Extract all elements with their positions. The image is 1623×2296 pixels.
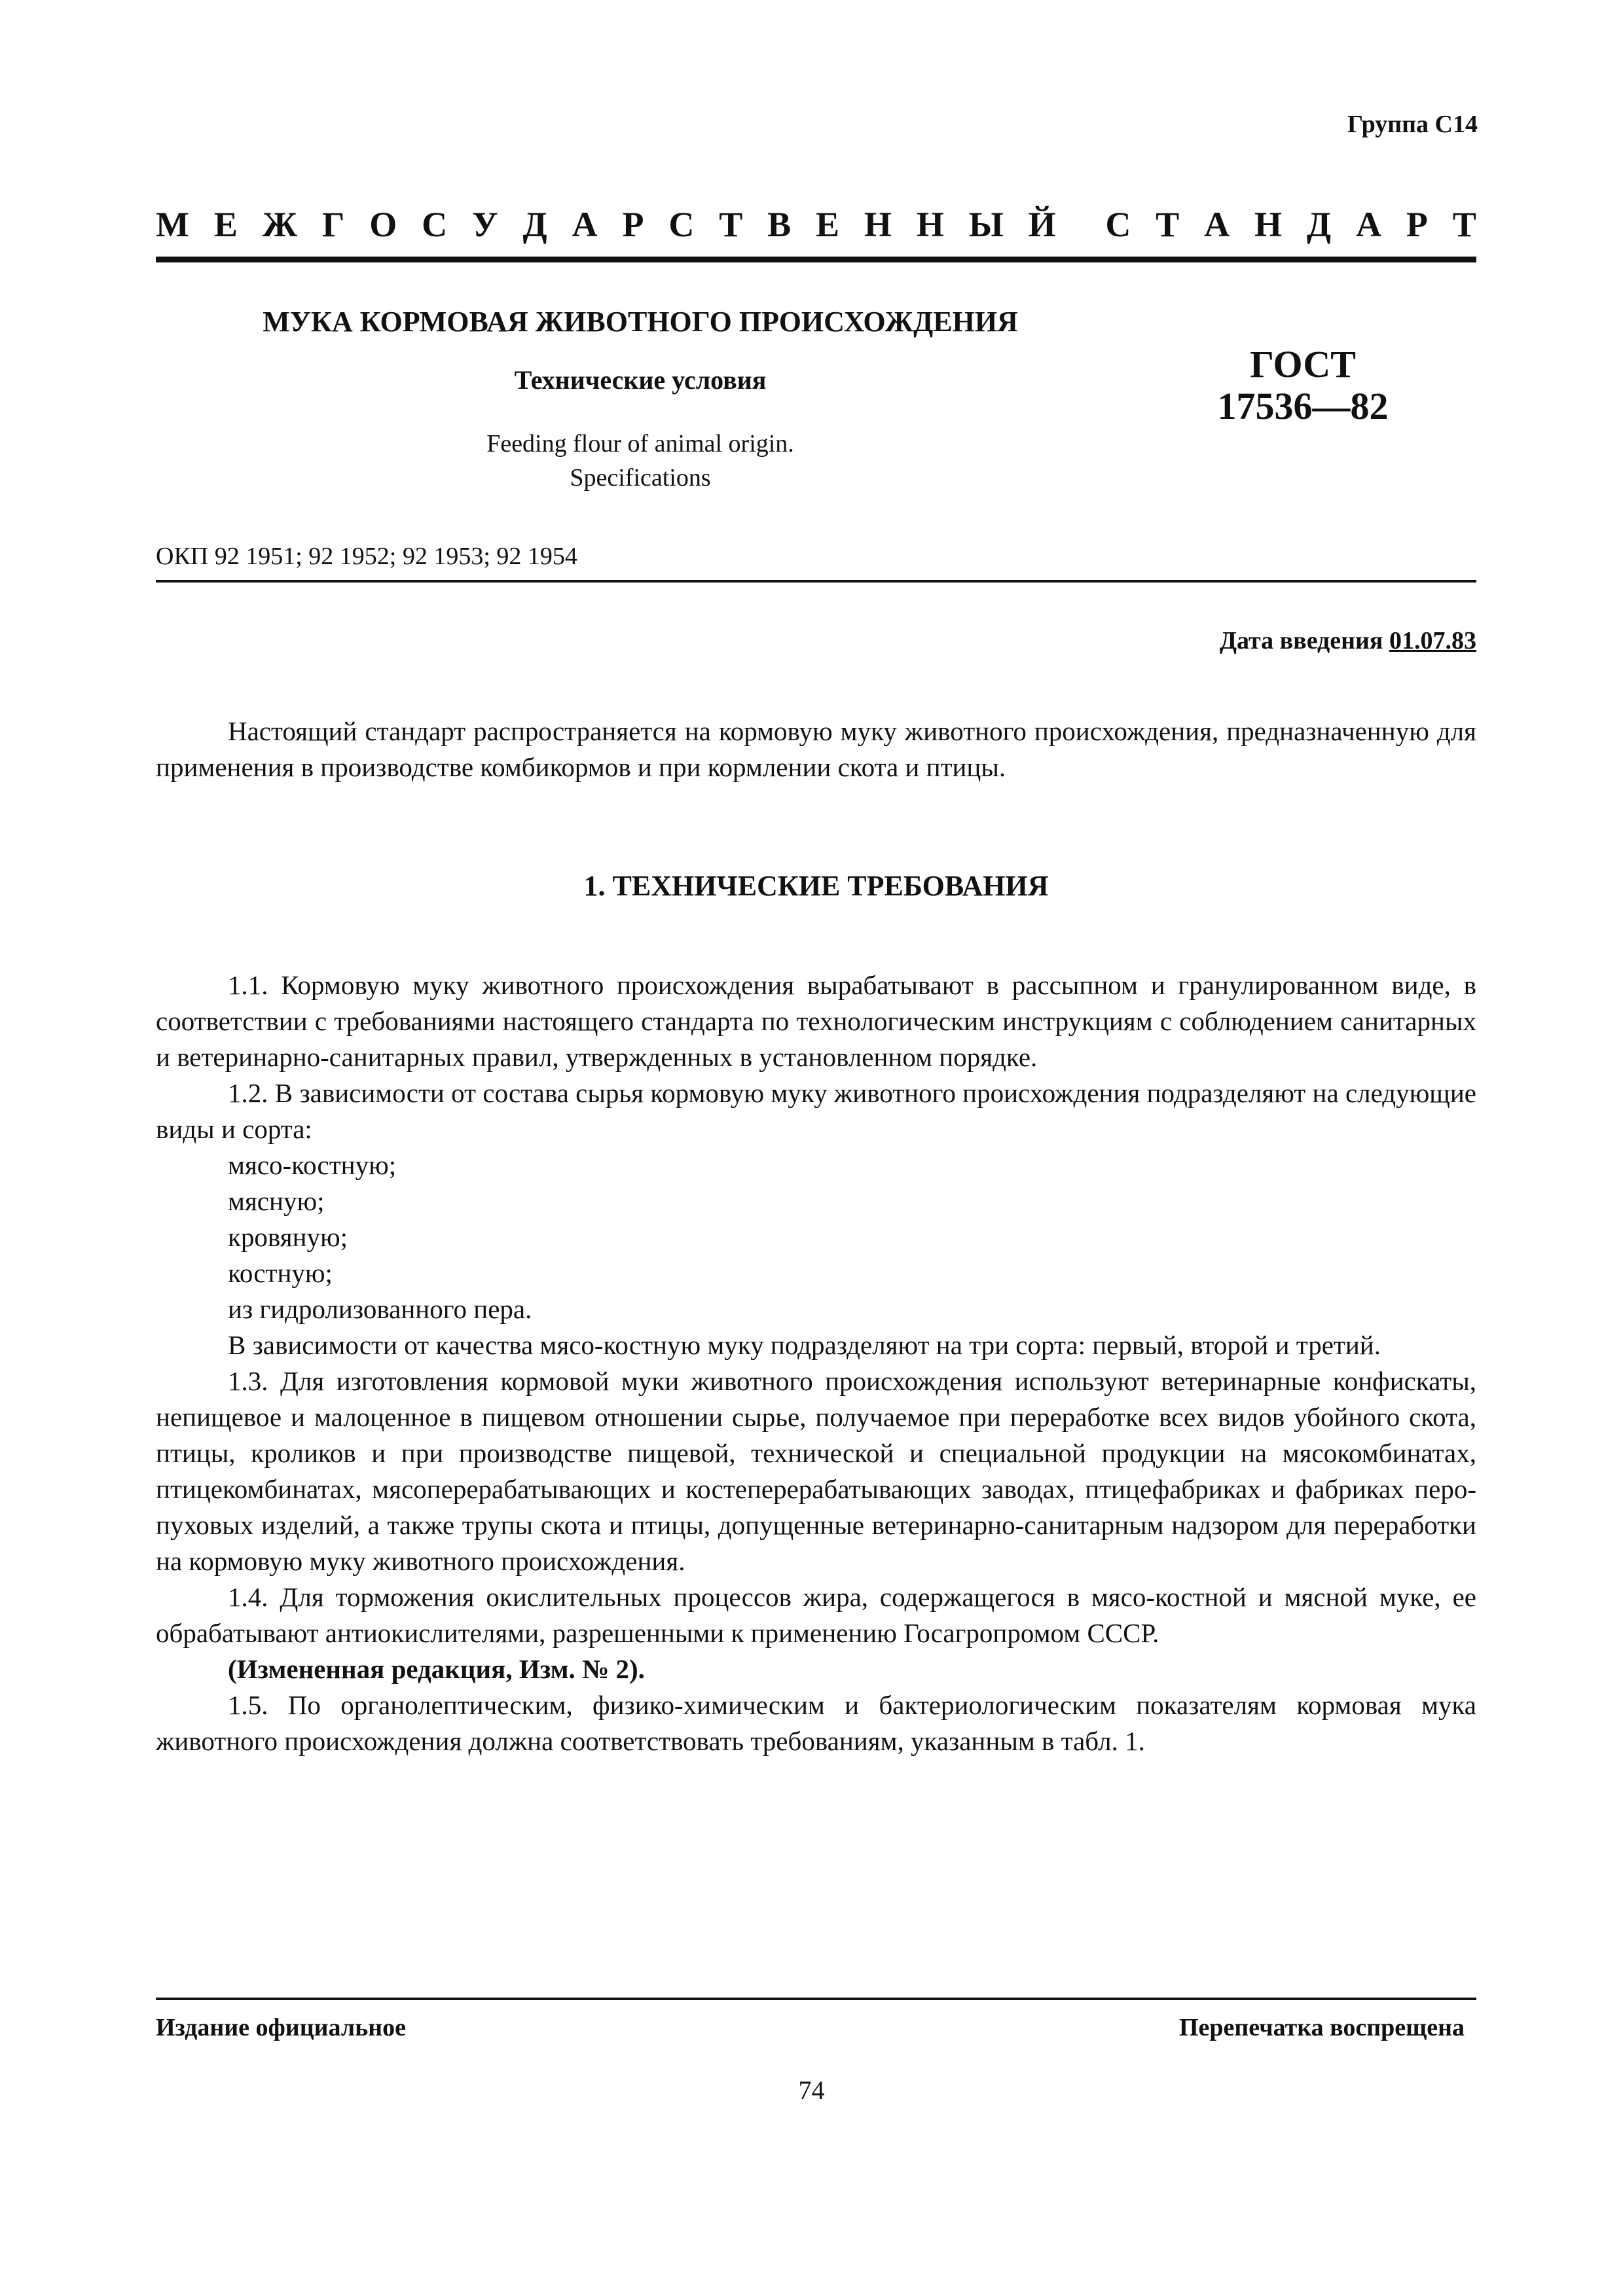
page-number: 74 <box>798 2075 825 2105</box>
paragraph-1-4: 1.4. Для торможения окислительных процессов жира, содержащегося в мясо-костной и мясной муке, ее обрабатывают антиокислителями, разрешенными к применению Госагропромом СССР. <box>156 1582 1476 1648</box>
english-title-line: Specifications <box>570 464 711 492</box>
paragraph-1-1: 1.1. Кормовую муку животного происхождения вырабатывают в рассыпном и гранулированном виде, в соответствии с требованиями настоящего стандарта по технологическим инструкциям с соблюдением санитарных и ветеринарно-санитарных правил, утвержденных в установленном порядке. <box>156 970 1476 1072</box>
heading-letter: М <box>156 205 189 244</box>
heading-letter: Н <box>1254 205 1283 244</box>
heading-letter: У <box>472 205 498 244</box>
gost-designation <box>1152 344 1453 427</box>
document-title: МУКА КОРМОВАЯ ЖИВОТНОГО ПРОИСХОЖДЕНИЯ <box>263 306 1018 338</box>
heading-letter: Д <box>1306 205 1332 244</box>
footer-official-edition: Издание официальное <box>156 2014 407 2041</box>
heading-letter: Т <box>719 205 743 244</box>
section-title: 1. ТЕХНИЧЕСКИЕ ТРЕБОВАНИЯ <box>583 870 1049 902</box>
heading-letter: Й <box>1028 205 1056 244</box>
section-body <box>156 967 1476 1759</box>
heading-letter: В <box>767 205 792 244</box>
paragraph-1-3: 1.3. Для изготовления кормовой муки животного происхождения используют ветеринарные конфискаты, непищевое и малоценное в пищевом отношении сырье, получаемое при переработке всех видов убойного скота, птицы, кроликов и при производстве пищевой, технической и специальной продукции на мясокомбинатах, птицекомбинатах, мясоперерабатывающих и костеперерабатывающих заводах, птицефабриках и фабриках перо-пуховых изделий, а также трупы скота и птицы, допущенные ветеринарно-санитарным надзором для переработки на кормовую муку животного происхождения. <box>156 1366 1476 1576</box>
heading-letter: Р <box>1406 205 1428 244</box>
list-item: мясо-костную; <box>228 1150 397 1180</box>
heading-letter: С <box>422 205 448 244</box>
list-item: костную; <box>228 1258 333 1288</box>
introduction-date <box>1220 626 1476 655</box>
interstate-standard-heading <box>156 204 1476 245</box>
heading-letter: Ж <box>262 205 298 244</box>
heading-letter: С <box>668 205 695 244</box>
heading-letter: Р <box>622 205 644 244</box>
heading-letter: Ы <box>968 205 1004 244</box>
paragraph-1-2-grades: В зависимости от качества мясо-костную муку подразделяют на три сорта: первый, второй и третий. <box>228 1330 1381 1360</box>
heading-letter: Н <box>916 205 944 244</box>
footer-reprint-prohibited: Перепечатка воспрещена <box>1178 2014 1465 2041</box>
heading-letter: А <box>572 205 598 244</box>
heading-letter: С <box>1105 205 1131 244</box>
english-title-line: Feeding flour of animal origin. <box>486 430 794 457</box>
heading-letter: Д <box>522 205 547 244</box>
heading-letter: Т <box>1452 205 1476 244</box>
heading-letter: Н <box>864 205 892 244</box>
list-item: мясную; <box>228 1186 325 1216</box>
list-item: кровяную; <box>228 1222 348 1252</box>
heading-letter: Е <box>213 205 238 244</box>
document-subtitle: Технические условия <box>514 365 767 395</box>
heading-letter: А <box>1355 205 1381 244</box>
amendment-note: (Измененная редакция, Изм. № 2). <box>228 1654 645 1684</box>
header-rule <box>156 257 1476 262</box>
introduction-date-label: Дата введения <box>1219 627 1389 655</box>
introduction-date-value: 01.07.83 <box>1389 627 1476 655</box>
paragraph-1-5: 1.5. По органолептическим, физико-химическим и бактериологическим показателям кормовая мука животного происхождения должна соответствовать требованиям, указанным в табл. 1. <box>156 1690 1476 1756</box>
gost-number: 17536—82 <box>1217 385 1389 427</box>
okp-codes: ОКП 92 1951; 92 1952; 92 1953; 92 1954 <box>156 543 577 570</box>
scope-paragraph: Настоящий стандарт распространяется на кормовую муку животного происхождения, предназначенную для применения в производстве комбикормов и при кормлении скота и птицы. <box>156 716 1476 782</box>
english-title <box>156 427 1125 495</box>
heading-letter: Г <box>322 205 345 244</box>
list-item: из гидролизованного пера. <box>228 1294 532 1324</box>
group-label: Группа С14 <box>1347 111 1478 138</box>
heading-letter: Е <box>816 205 840 244</box>
heading-letter: Т <box>1156 205 1180 244</box>
heading-letter: А <box>1204 205 1230 244</box>
okp-rule <box>156 580 1476 583</box>
gost-label: ГОСТ <box>1250 343 1356 386</box>
heading-letter: О <box>369 205 397 244</box>
footer-rule <box>156 1998 1476 2000</box>
paragraph-1-2: 1.2. В зависимости от состава сырья кормовую муку животного происхождения подразделяют на следующие виды и сорта: <box>156 1078 1476 1144</box>
